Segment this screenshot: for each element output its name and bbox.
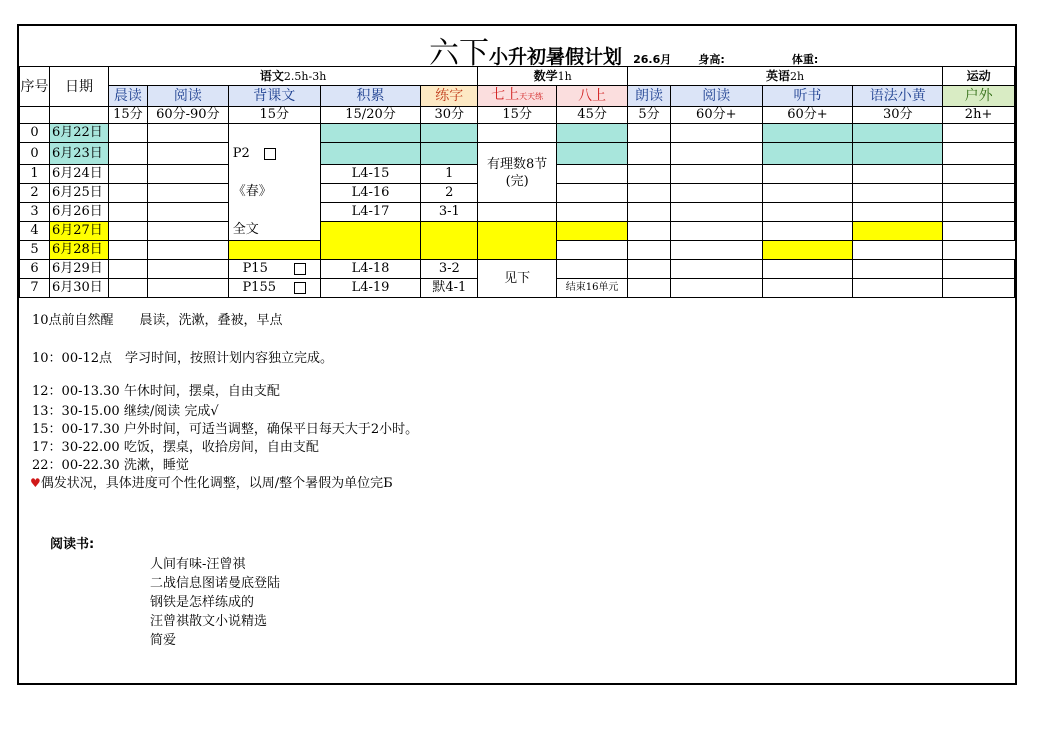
table-cell[interactable]	[320, 222, 421, 241]
table-cell[interactable]	[147, 222, 228, 241]
accumulate-cell[interactable]: L4-17	[320, 203, 421, 222]
checkbox-icon[interactable]	[294, 282, 306, 294]
checkbox-icon[interactable]	[264, 148, 276, 160]
row-date: 6月27日	[49, 222, 108, 241]
row-date: 6月23日	[49, 143, 108, 165]
schedule-table	[19, 66, 1015, 298]
accumulate-cell[interactable]: L4-16	[320, 184, 421, 203]
chinese-label: 语文	[259, 68, 284, 83]
col-math-daily: 天天练	[519, 92, 544, 101]
table-cell[interactable]	[320, 143, 421, 165]
title-grade: 六下	[429, 36, 489, 71]
row-index: 0	[20, 143, 50, 165]
index-header: 序号	[20, 67, 50, 107]
math-header	[478, 67, 628, 86]
recite-full: 全文	[232, 222, 259, 237]
col-outdoor: 户外	[943, 86, 1015, 107]
table-cell[interactable]	[108, 241, 147, 260]
math-note-1: 有理数8节	[487, 156, 548, 172]
col-audiobook: 听书	[762, 86, 853, 107]
duration-cell: 60分+	[670, 107, 762, 124]
table-cell[interactable]	[147, 203, 228, 222]
table-cell[interactable]	[762, 203, 853, 222]
table-cell[interactable]	[853, 143, 943, 165]
row-index: 1	[20, 165, 50, 184]
calligraphy-cell[interactable]: 3-2	[421, 260, 478, 279]
col-morning-read: 晨读	[108, 86, 147, 107]
table-cell[interactable]	[853, 203, 943, 222]
table-cell[interactable]	[320, 241, 421, 260]
table-cell[interactable]	[670, 184, 762, 203]
table-cell[interactable]	[670, 203, 762, 222]
table-cell[interactable]	[108, 279, 147, 298]
duration-blank	[20, 107, 50, 124]
row-date: 6月25日	[49, 184, 108, 203]
routine-note	[30, 475, 393, 492]
table-cell[interactable]	[670, 143, 762, 165]
table-cell[interactable]	[628, 124, 671, 143]
duration-cell: 60分-90分	[147, 107, 228, 124]
table-cell[interactable]	[628, 203, 671, 222]
recite-p155: P155	[242, 280, 276, 295]
height-label: 身高:	[698, 53, 725, 66]
table-cell[interactable]	[762, 222, 853, 241]
table-row	[20, 143, 1015, 165]
table-cell[interactable]	[628, 143, 671, 165]
table-cell[interactable]	[762, 143, 853, 165]
routine-line: 17：30-22.00 吃饭，摆桌，收拾房间，自由支配	[32, 440, 319, 455]
col-grammar: 语法小黄	[853, 86, 943, 107]
routine-line: 10：00-12点 学习时间，按照计划内容独立完成。	[32, 351, 334, 366]
table-cell[interactable]	[943, 222, 1015, 241]
routine-line: 15：00-17.30 户外时间，可适当调整，确保平日每天大于2小时。	[32, 422, 419, 437]
table-cell[interactable]	[853, 241, 943, 260]
row-index: 7	[20, 279, 50, 298]
table-cell[interactable]	[670, 165, 762, 184]
table-cell[interactable]	[557, 260, 628, 279]
table-cell[interactable]	[853, 184, 943, 203]
math-end-cell[interactable]: 结束16单元	[557, 279, 628, 298]
table-cell[interactable]	[628, 279, 671, 298]
table-cell[interactable]	[670, 260, 762, 279]
row-index: 5	[20, 241, 50, 260]
chinese-hours: 2.5h-3h	[283, 69, 327, 83]
table-cell[interactable]	[108, 165, 147, 184]
col-accumulate: 积累	[320, 86, 421, 107]
table-cell[interactable]	[147, 165, 228, 184]
table-row	[20, 203, 1015, 222]
table-row	[20, 241, 1015, 260]
col-math-7a-label: 七上	[491, 87, 520, 103]
duration-cell: 15分	[228, 107, 320, 124]
row-date: 6月22日	[49, 124, 108, 143]
table-cell[interactable]	[478, 222, 557, 241]
table-cell[interactable]	[147, 143, 228, 165]
book-item: 汪曾祺散文小说精选	[150, 614, 268, 629]
table-cell[interactable]	[421, 143, 478, 165]
table-cell[interactable]	[147, 241, 228, 260]
table-cell[interactable]	[147, 279, 228, 298]
col-math-7a	[478, 86, 557, 107]
duration-blank	[49, 107, 108, 124]
table-cell[interactable]	[421, 241, 478, 260]
routine-line: 13：30-15.00 继续/阅读 完成√	[32, 404, 219, 419]
table-cell[interactable]	[108, 203, 147, 222]
duration-cell: 30分	[421, 107, 478, 124]
row-date: 6月24日	[49, 165, 108, 184]
routine-line: 12：00-13.30 午休时间，摆桌，自由支配	[32, 384, 280, 399]
duration-cell: 5分	[628, 107, 671, 124]
recite-p15: P15	[242, 261, 268, 276]
duration-cell: 2h+	[943, 107, 1015, 124]
row-index: 4	[20, 222, 50, 241]
row-index: 3	[20, 203, 50, 222]
math-label: 数学	[533, 68, 558, 83]
title-date: 26.6月	[633, 53, 672, 66]
table-cell[interactable]	[853, 279, 943, 298]
table-cell[interactable]	[853, 222, 943, 241]
duration-cell: 15分	[108, 107, 147, 124]
table-cell[interactable]	[628, 241, 671, 260]
table-row	[20, 260, 1015, 279]
english-label: 英语	[766, 68, 791, 83]
col-reading: 阅读	[147, 86, 228, 107]
row-date: 6月26日	[49, 203, 108, 222]
table-cell[interactable]	[943, 260, 1015, 279]
row-date: 6月30日	[49, 279, 108, 298]
weight-label: 体重:	[791, 53, 819, 66]
table-cell[interactable]	[943, 124, 1015, 143]
table-cell[interactable]	[478, 203, 557, 222]
row-date: 6月29日	[49, 260, 108, 279]
table-cell[interactable]	[108, 124, 147, 143]
table-cell[interactable]	[557, 143, 628, 165]
duration-cell: 30分	[853, 107, 943, 124]
table-row	[20, 222, 1015, 241]
col-en-reading: 阅读	[670, 86, 762, 107]
table-cell[interactable]	[943, 279, 1015, 298]
table-cell[interactable]	[762, 241, 853, 260]
table-cell[interactable]	[147, 124, 228, 143]
math-hours: 1h	[557, 69, 572, 83]
table-cell[interactable]	[943, 184, 1015, 203]
accumulate-cell[interactable]: L4-15	[320, 165, 421, 184]
checkbox-icon[interactable]	[294, 263, 306, 275]
table-cell[interactable]	[108, 222, 147, 241]
table-cell[interactable]	[628, 184, 671, 203]
accumulate-cell[interactable]: L4-19	[320, 279, 421, 298]
table-cell[interactable]	[628, 222, 671, 241]
table-cell[interactable]	[421, 124, 478, 143]
col-read-aloud: 朗读	[628, 86, 671, 107]
title-row	[19, 26, 1015, 71]
recite-p2: P2	[232, 146, 250, 161]
calligraphy-cell[interactable]: 默4-1	[421, 279, 478, 298]
accumulate-cell[interactable]: L4-18	[320, 260, 421, 279]
table-cell[interactable]	[943, 165, 1015, 184]
table-cell[interactable]	[853, 165, 943, 184]
title-main: 小升初暑假计划	[489, 46, 623, 68]
book-item: 简爱	[150, 633, 177, 648]
reading-list-title: 阅读书:	[50, 537, 95, 552]
routine-line: 22：00-22.30 洗漱，睡觉	[32, 458, 189, 473]
recite-p2-line	[233, 144, 320, 164]
row-date: 6月28日	[49, 241, 108, 260]
book-item: 钢铁是怎样练成的	[150, 595, 255, 610]
table-cell[interactable]	[421, 222, 478, 241]
table-cell[interactable]	[557, 222, 628, 241]
table-cell[interactable]	[557, 165, 628, 184]
table-cell[interactable]	[628, 165, 671, 184]
table-row	[20, 124, 1015, 143]
math-note-2: (完)	[505, 173, 529, 189]
table-cell[interactable]	[762, 165, 853, 184]
duration-cell: 15分	[478, 107, 557, 124]
english-hours: 2h	[790, 69, 805, 83]
table-cell[interactable]	[853, 260, 943, 279]
routine-line: 10点前自然醒 晨读，洗漱，叠被，早点	[32, 313, 283, 328]
chinese-header	[108, 67, 477, 86]
table-cell[interactable]	[557, 241, 628, 260]
row-index: 2	[20, 184, 50, 203]
routine-note-text: 偶发状况，具体进度可个性化调整，以周/整个暑假为单位完Б	[40, 476, 393, 491]
table-cell[interactable]	[670, 279, 762, 298]
table-cell[interactable]	[670, 124, 762, 143]
row-index: 6	[20, 260, 50, 279]
table-cell[interactable]	[762, 124, 853, 143]
col-recite: 背课文	[228, 86, 320, 107]
table-cell[interactable]	[108, 184, 147, 203]
table-cell[interactable]	[557, 203, 628, 222]
table-cell[interactable]	[478, 241, 557, 260]
english-header	[628, 67, 943, 86]
duration-row	[20, 107, 1015, 124]
calligraphy-cell[interactable]: 1	[421, 165, 478, 184]
table-cell[interactable]	[228, 241, 320, 260]
duration-cell: 60分+	[762, 107, 853, 124]
table-cell[interactable]	[557, 184, 628, 203]
calligraphy-cell[interactable]: 3-1	[421, 203, 478, 222]
recite-block	[228, 124, 320, 241]
table-cell[interactable]	[762, 279, 853, 298]
calligraphy-cell[interactable]: 2	[421, 184, 478, 203]
recite-p155-cell	[228, 279, 320, 298]
table-cell[interactable]	[147, 260, 228, 279]
table-cell[interactable]	[853, 124, 943, 143]
item-header-row	[20, 86, 1015, 107]
date-header: 日期	[49, 67, 108, 107]
table-cell[interactable]	[943, 203, 1015, 222]
table-cell[interactable]	[320, 124, 421, 143]
table-cell[interactable]	[147, 184, 228, 203]
col-math-8a: 八上	[557, 86, 628, 107]
subject-header-row	[20, 67, 1015, 86]
table-cell[interactable]	[108, 260, 147, 279]
row-index: 0	[20, 124, 50, 143]
heart-icon: ♥	[30, 476, 41, 490]
math-progress-note	[478, 143, 557, 203]
recite-p15-cell	[228, 260, 320, 279]
table-cell[interactable]	[108, 143, 147, 165]
table-cell[interactable]	[762, 260, 853, 279]
table-cell[interactable]	[557, 124, 628, 143]
table-cell[interactable]	[628, 260, 671, 279]
duration-cell: 15/20分	[320, 107, 421, 124]
recite-chun: 《春》	[232, 184, 272, 199]
sport-header: 运动	[943, 67, 1015, 86]
book-item: 二战信息图诺曼底登陆	[150, 576, 281, 591]
table-cell[interactable]	[762, 184, 853, 203]
table-cell[interactable]	[478, 124, 557, 143]
col-calligraphy: 练字	[421, 86, 478, 107]
duration-cell: 45分	[557, 107, 628, 124]
table-cell[interactable]	[670, 241, 762, 260]
book-item: 人间有味-汪曾祺	[150, 557, 246, 572]
table-cell[interactable]	[670, 222, 762, 241]
math-see-below: 见下	[478, 260, 557, 298]
table-cell[interactable]	[943, 143, 1015, 165]
